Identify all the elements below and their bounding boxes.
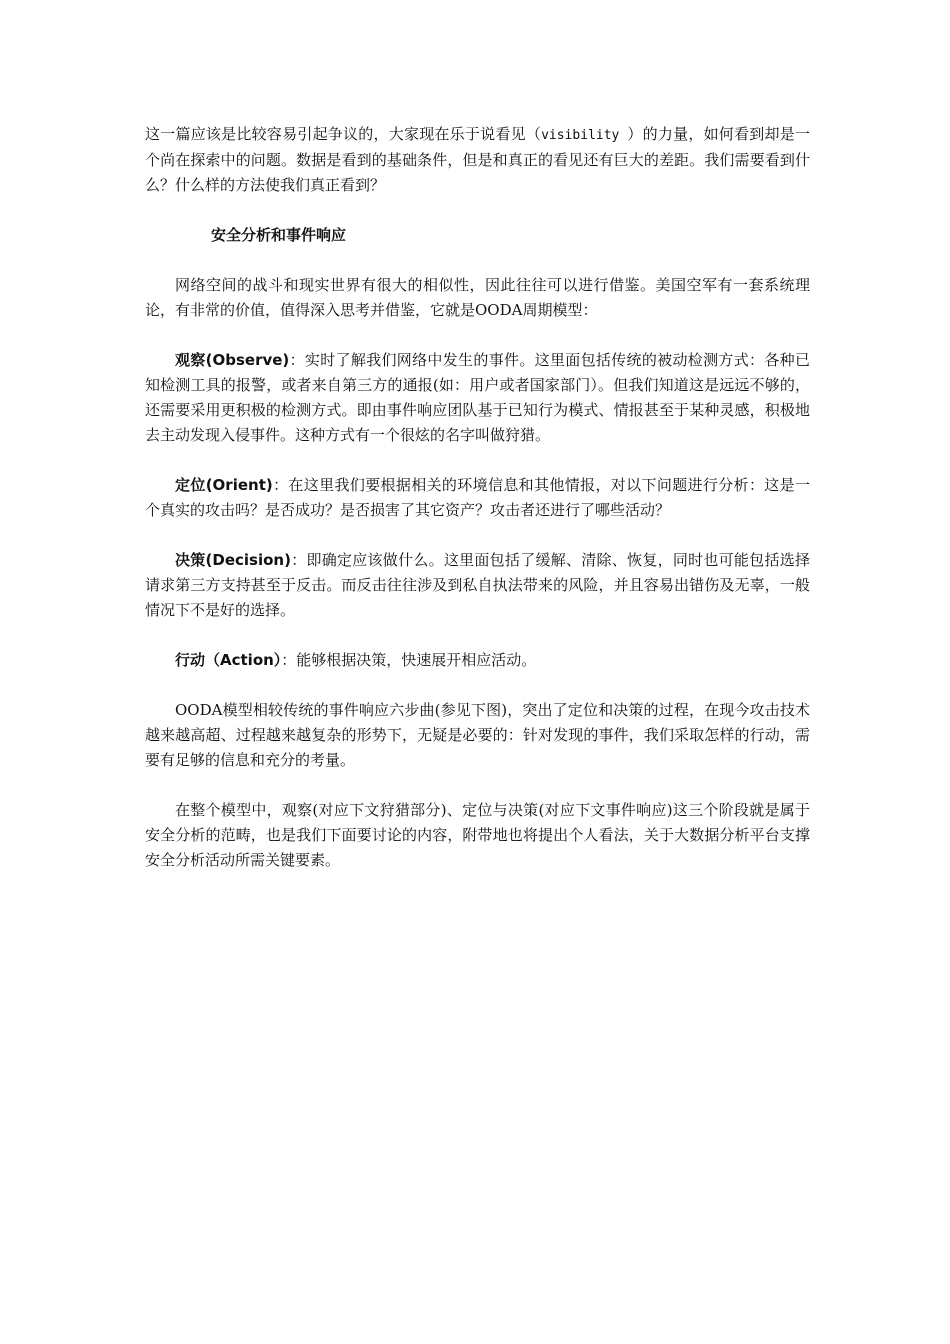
orient-label: 定位(Orient)	[175, 476, 273, 494]
observe-text: ：实时了解我们网络中发生的事件。这里面包括传统的被动检测方式：各种已知检测工具的报警，或者来自第三方的通报(如：用户或者国家部门）。但我们知道这是远远不够的，还需要采用更积极的检测方式。即由事件响应团队基于已知行为模式、情报甚至于某种灵感，积极地去主动发现入侵事件。这种方式有一个很炫的名字叫做狩猎。	[145, 351, 810, 444]
spacer	[145, 198, 810, 223]
decision-text: ：即确定应该做什么。这里面包括了缓解、清除、恢复，同时也可能包括选择请求第三方支持甚至于反击。而反击往往涉及到私自执法带来的风险，并且容易出错伤及无辜，一般情况下不是好的选择。	[145, 551, 810, 619]
intro-text-part1: 这一篇应该是比较容易引起争议的，大家现在乐于说看见（	[145, 125, 542, 143]
spacer	[145, 623, 810, 648]
ooda-compare-paragraph: OODA模型相较传统的事件响应六步曲(参见下图)，突出了定位和决策的过程，在现今攻击技术越来越高超、过程越来越复杂的形势下，无疑是必要的：针对发现的事件，我们采取怎样的行动，需要有足够的信息和充分的考量。	[145, 701, 810, 769]
intro-text-part2: ）的力量，如何看到却是一个尚在探索中的问题。数据是看到的基础条件，但是和真正的看见还有巨大的差距。我们需要看到什么？什么样的方法使我们真正看到？	[145, 125, 810, 194]
spacer	[145, 323, 810, 348]
orient-text: ：在这里我们要根据相关的环境信息和其他情报，对以下问题进行分析：这是一个真实的攻击吗？是否成功？是否损害了其它资产？攻击者还进行了哪些活动？	[145, 476, 810, 519]
observe-paragraph	[145, 348, 810, 448]
decision-label: 决策(Decision)	[175, 551, 291, 569]
document-page	[145, 122, 810, 873]
spacer	[145, 523, 810, 548]
action-label: 行动（Action）	[175, 651, 282, 669]
ooda-intro-paragraph: 网络空间的战斗和现实世界有很大的相似性，因此往往可以进行借鉴。美国空军有一套系统理论，有非常的价值，值得深入思考并借鉴，它就是OODA周期模型：	[145, 276, 810, 319]
spacer	[145, 448, 810, 473]
orient-paragraph	[145, 473, 810, 523]
intro-paragraph	[145, 122, 810, 198]
intro-code-term: visibility	[541, 128, 628, 143]
section-heading: 安全分析和事件响应	[211, 226, 347, 244]
spacer	[145, 773, 810, 798]
spacer	[145, 248, 810, 273]
observe-label: 观察(Observe)	[175, 351, 290, 369]
action-paragraph	[145, 648, 810, 673]
action-text: ：能够根据决策，快速展开相应活动。	[281, 651, 537, 669]
conclusion-paragraph: 在整个模型中，观察(对应下文狩猎部分)、定位与决策(对应下文事件响应)这三个阶段就是属于安全分析的范畴，也是我们下面要讨论的内容，附带地也将提出个人看法，关于大数据分析平台支撑安全分析活动所需关键要素。	[145, 801, 810, 869]
spacer	[145, 673, 810, 698]
decision-paragraph	[145, 548, 810, 623]
